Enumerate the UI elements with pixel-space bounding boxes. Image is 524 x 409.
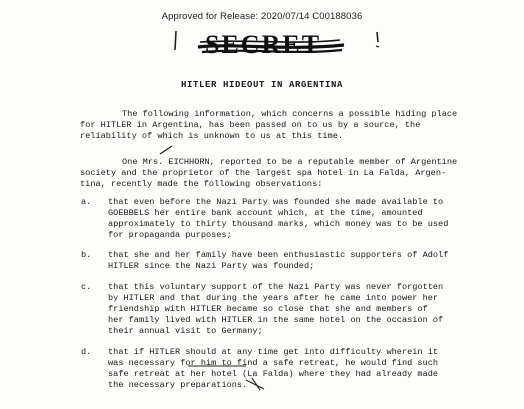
- approval-stamp: Approved for Release: 2020/07/14 C00188036: [161, 11, 363, 22]
- text-line: by HITLER and that during the years after he came into power her: [108, 293, 439, 303]
- text-line: for propaganda purposes;: [108, 230, 232, 240]
- text-line: for HITLER in Argentina, has been passed on to us by a source, the: [80, 120, 421, 130]
- text-line: safe retreat at her hotel (La Falda) where they had already made: [108, 369, 439, 379]
- classification-marking: SECRET: [205, 30, 322, 59]
- text-line: their annual visit to Germany;: [108, 326, 263, 336]
- text-line: that she and her family have been enthusiastic supporters of Adolf: [108, 250, 449, 260]
- text-line: GOEBBELS her entire bank account which, at the time, amounted: [108, 208, 423, 218]
- text-line: the necessary preparations.: [108, 380, 248, 390]
- text-line: One Mrs. EICHHORN, reported to be a reputable member of Argentine: [122, 157, 458, 167]
- text-line: tina, recently made the following observations:: [80, 179, 323, 189]
- document-title: HITLER HIDEOUT IN ARGENTINA: [180, 80, 344, 90]
- classification-strikethrough: [196, 31, 346, 63]
- text-line: that this voluntary support of the Nazi Party was never forgotten: [108, 282, 444, 292]
- text-line: reliability of which is unknown to us at this time.: [80, 131, 344, 141]
- pen-check-mark: [158, 144, 176, 156]
- item-letter: a.: [81, 197, 92, 207]
- text-line: was necessary for him to find a safe retreat, he would find such: [108, 358, 439, 368]
- text-line: friendship with HITLER became so close that she and members of: [108, 304, 428, 314]
- item-letter: c.: [81, 282, 92, 292]
- item-letter: b.: [81, 250, 92, 260]
- item-letter: d.: [81, 347, 92, 357]
- text-line: that even before the Nazi Party was founded she made available to: [108, 197, 444, 207]
- text-line: approximately to thirty thousand marks, which money was to be used: [108, 219, 449, 229]
- pen-mark-left: [172, 30, 180, 52]
- text-line: society and the proprietor of the largest spa hotel in La Falda, Argen-: [80, 168, 447, 178]
- text-line: The following information, which concerns a possible hiding place: [122, 109, 458, 119]
- pen-underline-marks: [128, 365, 468, 395]
- text-line: her family lived with HITLER in the same hotel on the occasion of: [108, 315, 444, 325]
- text-line: HITLER since the Nazi Party was founded;: [108, 261, 315, 271]
- pen-mark-right: [373, 30, 383, 50]
- text-line: that if HITLER should at any time get into difficulty wherein it: [108, 347, 439, 357]
